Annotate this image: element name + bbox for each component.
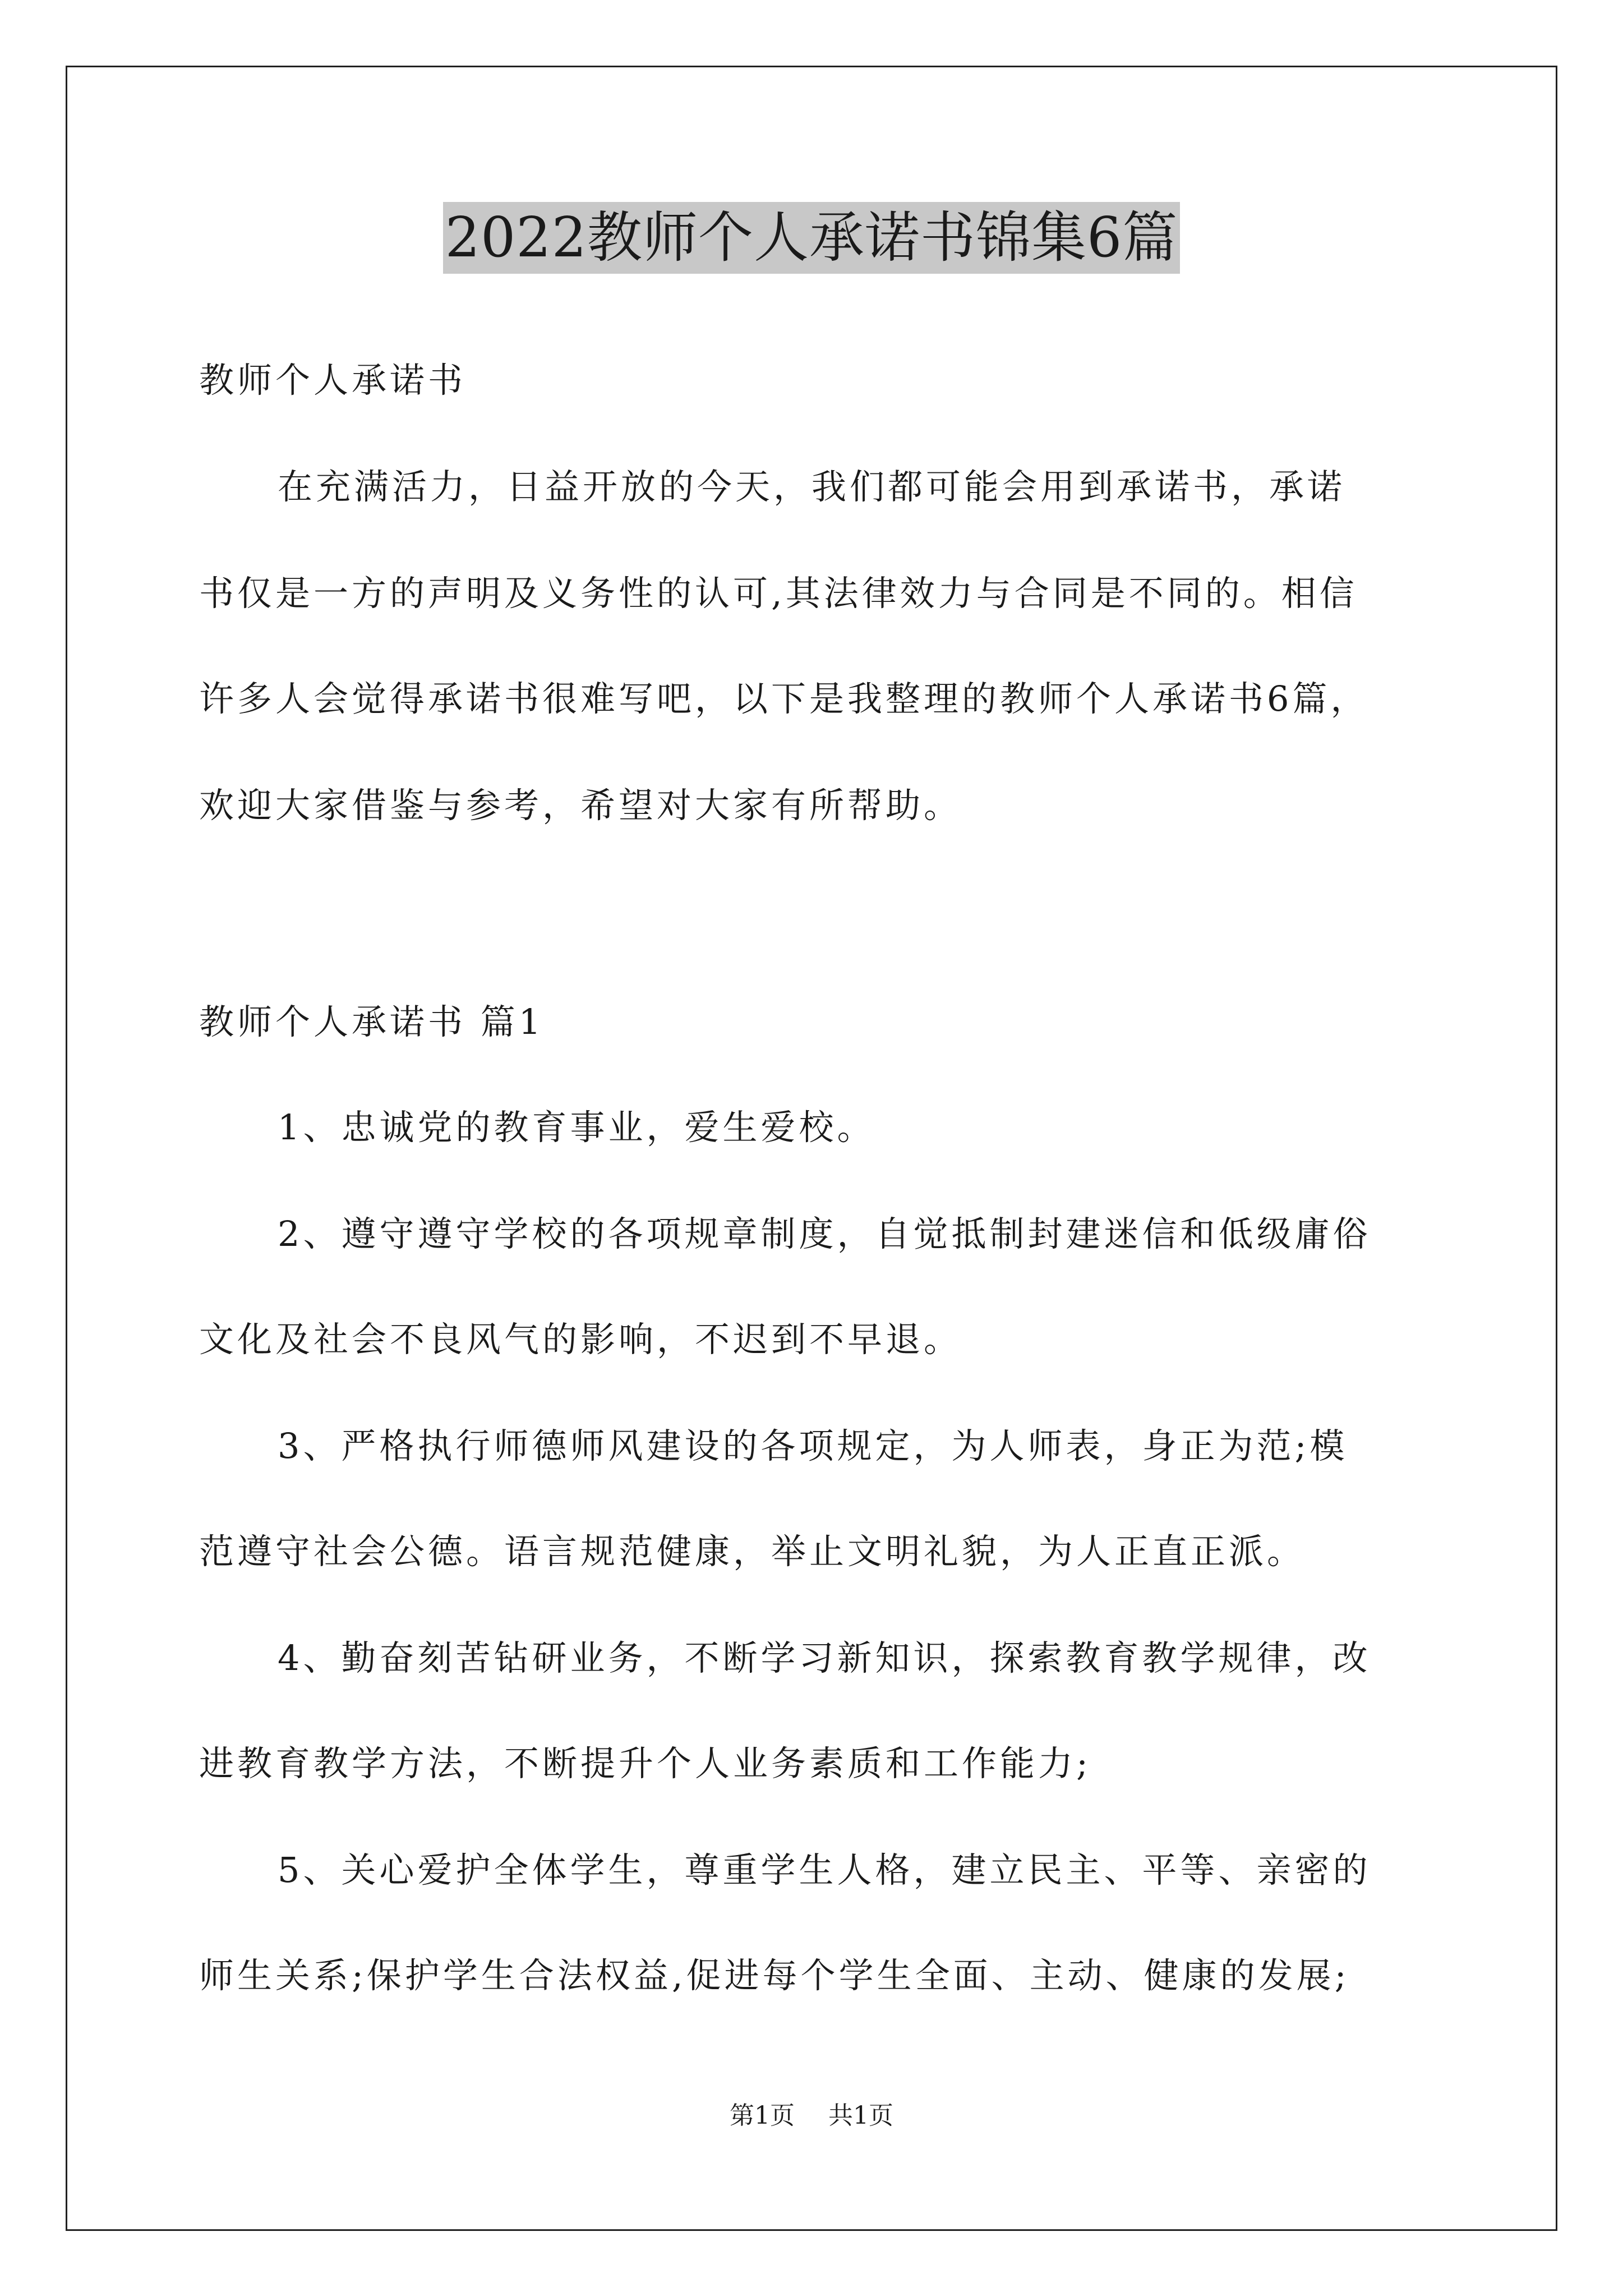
page-total: 共1页 [828, 2101, 893, 2130]
intro-line: 在充满活力，日益开放的今天，我们都可能会用到承诺书，承诺 [278, 466, 1346, 507]
intro-line: 书仅是一方的声明及义务性的认可,其法律效力与合同是不同的。相信 [199, 573, 1358, 614]
commitment-item: 5、关心爱护全体学生，尊重学生人格，建立民主、平等、亲密的 [278, 1849, 1371, 1890]
commitment-item: 2、遵守遵守学校的各项规章制度，自觉抵制封建迷信和低级庸俗 [278, 1213, 1371, 1254]
intro-line: 欢迎大家借鉴与参考，希望对大家有所帮助。 [199, 785, 962, 826]
commitment-item: 范遵守社会公德。语言规范健康，举止文明礼貌，为人正直正派。 [199, 1531, 1306, 1572]
commitment-item: 3、严格执行师德师风建设的各项规定，为人师表，身正为范;模 [278, 1425, 1348, 1466]
commitment-item: 4、勤奋刻苦钻研业务，不断学习新知识，探索教育教学规律，改 [278, 1637, 1371, 1678]
page-footer [0, 2095, 1623, 2131]
commitment-item: 1、忠诚党的教育事业，爱生爱校。 [278, 1107, 875, 1148]
document-title: 2022教师个人承诺书锦集6篇 [443, 202, 1181, 274]
commitment-item: 进教育教学方法，不断提升个人业务素质和工作能力; [199, 1743, 1091, 1784]
page-number: 第1页 [730, 2101, 795, 2130]
section-heading: 教师个人承诺书 篇1 [199, 1001, 545, 1042]
intro-line: 许多人会觉得承诺书很难写吧，以下是我整理的教师个人承诺书6篇， [199, 678, 1369, 719]
title-container [0, 202, 1623, 274]
commitment-item: 文化及社会不良风气的影响，不迟到不早退。 [199, 1319, 962, 1360]
intro-heading: 教师个人承诺书 [199, 360, 467, 401]
commitment-item: 师生关系;保护学生合法权益,促进每个学生全面、主动、健康的发展; [199, 1955, 1350, 1996]
